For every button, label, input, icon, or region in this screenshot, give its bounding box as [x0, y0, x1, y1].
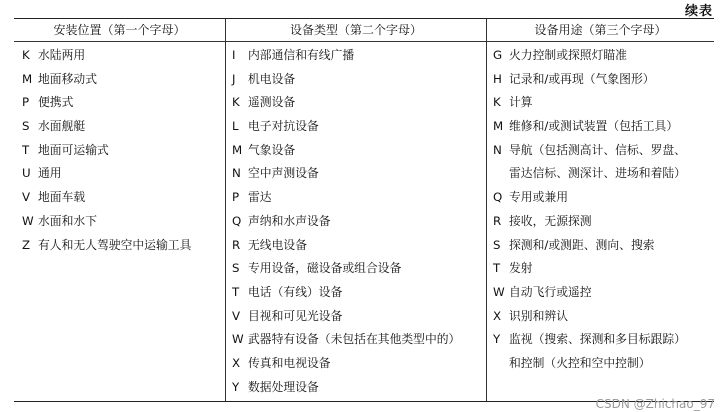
- table-row: [493, 352, 713, 376]
- row-text: 空中声测设备: [248, 166, 319, 181]
- table-row: [22, 139, 222, 163]
- continued-label: 续表: [684, 4, 713, 19]
- equipment-type-column: [232, 44, 484, 399]
- row-text: 雷达信标、测深计、进场和着陆）: [509, 166, 686, 181]
- table-row: [232, 162, 484, 186]
- row-text: 电话（有线）设备: [248, 284, 343, 299]
- row-text: 和控制（火控和空中控制）: [509, 355, 651, 370]
- table-row: [493, 115, 713, 139]
- table-row: [493, 328, 713, 352]
- row-text: 无线电设备: [248, 237, 307, 252]
- table-row: [493, 44, 713, 68]
- table-row: [493, 91, 713, 115]
- row-text: 导航（包括测高计、信标、罗盘、: [509, 142, 686, 157]
- row-code: N: [232, 166, 241, 181]
- table-row: [493, 234, 713, 258]
- table-row: [232, 352, 484, 376]
- row-code: P: [22, 95, 30, 110]
- table-row: [493, 68, 713, 92]
- row-text: 监视（搜索、探测和多目标跟踪）: [509, 332, 686, 347]
- row-code: K: [22, 48, 30, 62]
- row-code: Q: [232, 213, 242, 228]
- row-code: R: [493, 213, 502, 228]
- equipment-purpose-column: [493, 44, 713, 376]
- row-text: 专用设备，磁设备或组合设备: [248, 261, 402, 276]
- row-text: 声纳和水声设备: [248, 213, 331, 228]
- row-code: X: [232, 355, 241, 370]
- row-code: Z: [22, 237, 31, 252]
- row-text: 地面可运输式: [38, 142, 109, 157]
- row-text: 水面和水下: [38, 213, 97, 228]
- table-row: [493, 186, 713, 210]
- header-equipment-type: 设备类型（第二个字母）: [289, 23, 422, 37]
- header-installation-position: 安装位置（第一个字母）: [53, 23, 186, 37]
- row-text: 地面移动式: [38, 71, 97, 86]
- table-row: [232, 139, 484, 163]
- table-row: [493, 210, 713, 234]
- row-code: T: [232, 284, 240, 299]
- row-text: 专用或兼用: [509, 190, 568, 205]
- row-code: W: [22, 213, 34, 228]
- row-code: L: [232, 119, 239, 134]
- row-text: 便携式: [38, 95, 74, 110]
- column-divider: [486, 19, 487, 401]
- column-divider: [225, 19, 226, 401]
- table-row: [232, 328, 484, 352]
- row-code: J: [232, 71, 236, 86]
- row-code: K: [232, 95, 240, 110]
- table-row: [493, 257, 713, 281]
- table-row: [232, 186, 484, 210]
- row-text: 发射: [509, 261, 533, 276]
- table-row: [22, 44, 222, 68]
- installation-position-column: [22, 44, 222, 257]
- row-text: 记录和/或再现（气象图形）: [509, 71, 655, 86]
- watermark: CSDN @Zhichao_97: [595, 397, 715, 411]
- table-row: [22, 162, 222, 186]
- table-row: [232, 281, 484, 305]
- row-text: 有人和无人驾驶空中运输工具: [38, 237, 192, 252]
- row-code: N: [493, 142, 502, 157]
- row-text: 传真和电视设备: [248, 355, 331, 370]
- table-row: [493, 281, 713, 305]
- row-text: 通用: [38, 166, 62, 181]
- row-text: 目视和可见光设备: [248, 308, 343, 323]
- row-text: 地面车载: [38, 190, 86, 205]
- row-text: 武器特有设备（未包括在其他类型中的）: [248, 332, 461, 347]
- row-code: T: [22, 142, 30, 157]
- row-code: R: [232, 237, 241, 252]
- table-row: [493, 162, 713, 186]
- header-equipment-purpose: 设备用途（第三个字母）: [534, 23, 667, 37]
- row-code: S: [22, 119, 30, 134]
- row-code: W: [493, 284, 505, 299]
- table-row: [232, 257, 484, 281]
- row-code: K: [493, 95, 501, 110]
- table-row: [232, 234, 484, 258]
- row-code: Y: [493, 332, 501, 347]
- row-code: I: [232, 48, 236, 62]
- table-row: [232, 68, 484, 92]
- row-code: U: [22, 166, 31, 181]
- row-code: Q: [493, 190, 503, 205]
- table-row: [232, 305, 484, 329]
- row-text: 自动飞行或遥控: [509, 284, 592, 299]
- code-table: [14, 18, 714, 402]
- row-text: 雷达: [248, 190, 272, 205]
- table-row: [22, 68, 222, 92]
- row-code: M: [493, 119, 504, 134]
- row-text: 机电设备: [248, 71, 296, 86]
- row-code: P: [232, 190, 240, 205]
- table-row: [493, 305, 713, 329]
- row-code: S: [232, 261, 240, 276]
- row-code: G: [493, 48, 503, 62]
- row-code: W: [232, 332, 244, 347]
- row-text: 数据处理设备: [248, 379, 319, 394]
- row-code: X: [493, 308, 502, 323]
- row-code: Y: [232, 379, 240, 394]
- table-row: [22, 91, 222, 115]
- row-text: 接收，无源探测: [509, 213, 592, 228]
- table-row: [22, 234, 222, 258]
- header-divider: [14, 41, 714, 42]
- table-row: [22, 210, 222, 234]
- table-row: [22, 186, 222, 210]
- row-text: 水陆两用: [38, 48, 86, 62]
- row-code: S: [493, 237, 501, 252]
- row-text: 电子对抗设备: [248, 119, 319, 134]
- row-text: 内部通信和有线广播: [248, 48, 355, 62]
- row-code: M: [22, 71, 33, 86]
- table-row: [232, 376, 484, 400]
- table-row: [232, 115, 484, 139]
- row-text: 探测和/或测距、测向、搜索: [509, 237, 655, 252]
- row-text: 计算: [509, 95, 533, 110]
- row-text: 气象设备: [248, 142, 296, 157]
- row-code: H: [493, 71, 502, 86]
- table-row: [493, 139, 713, 163]
- row-code: V: [232, 308, 241, 323]
- row-text: 识别和辨认: [509, 308, 568, 323]
- row-text: 维修和/或测试装置（包括工具）: [509, 119, 679, 134]
- table-row: [232, 210, 484, 234]
- row-text: 水面舰艇: [38, 119, 86, 134]
- table-row: [232, 44, 484, 68]
- row-text: 遥测设备: [248, 95, 296, 110]
- table-row: [232, 91, 484, 115]
- table-row: [22, 115, 222, 139]
- row-code: V: [22, 190, 31, 205]
- row-code: T: [493, 261, 501, 276]
- row-text: 火力控制或探照灯瞄准: [509, 48, 627, 62]
- row-code: M: [232, 142, 243, 157]
